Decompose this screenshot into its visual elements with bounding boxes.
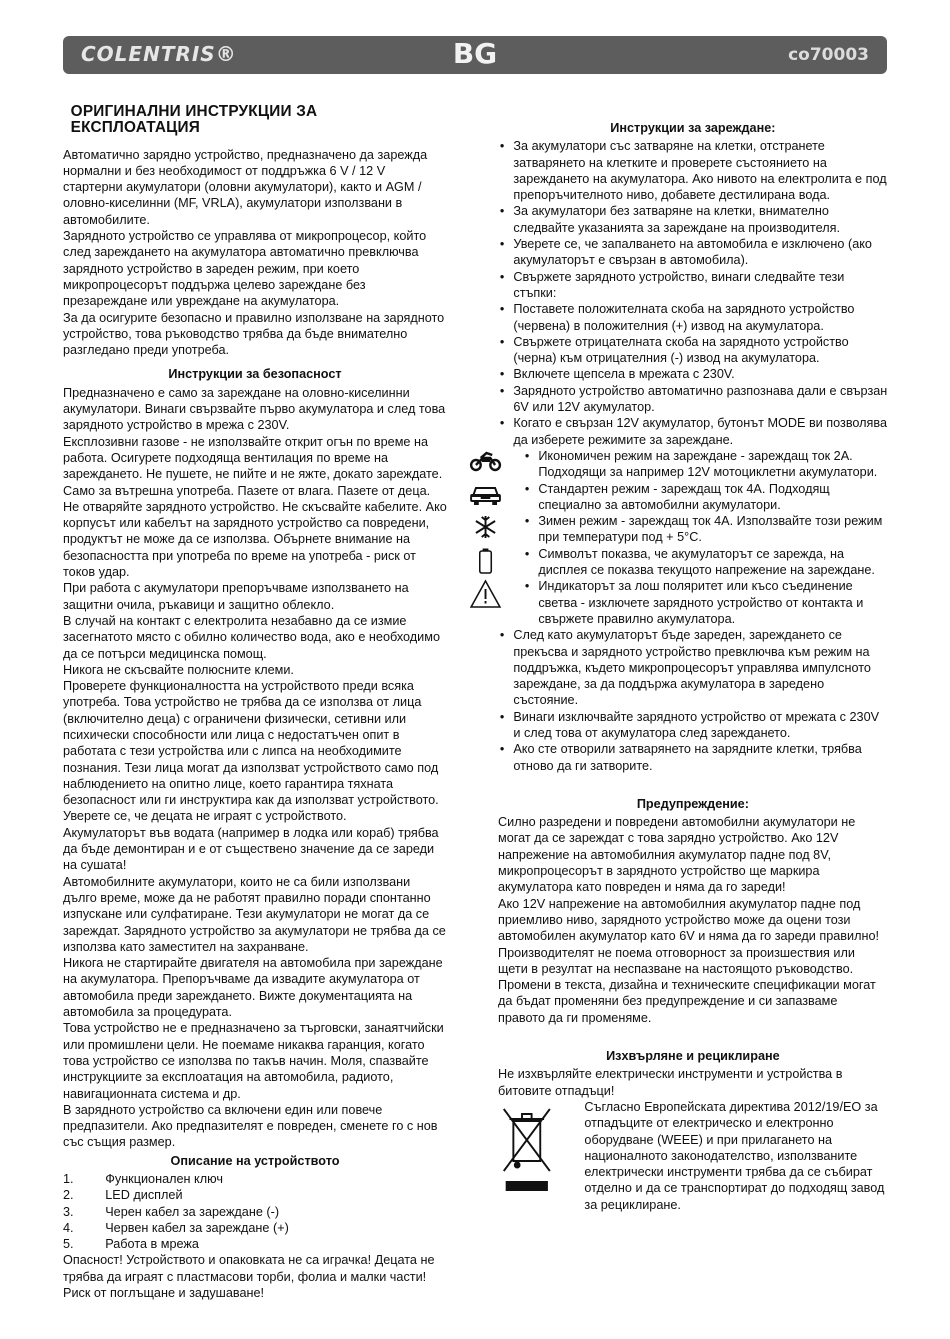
crossed-bin-icon [500,1105,554,1193]
right-column [498,118,888,1219]
warning-triangle-icon [469,579,502,609]
safety-heading: Инструкции за безопасност [168,366,342,382]
safety-paragraph: В случай на контакт с електролита незабавно да се измие засегнатото място с обилно количество вода, ако е необходимо да се потърси медицинска помощ. [63,612,440,661]
mode-item: • Зимен режим - зареждащ ток 4A. Използвайте този режим при температури под + 5°C. [498,513,888,546]
list-item: 5. Работа в мрежа [63,1236,199,1252]
description-heading: Описание на устройството [170,1152,340,1168]
intro-paragraph: За да осигурите безопасно и правилно използване на зарядното устройство, това ръководство трябва да бъде внимателно разгледано преди употреба. [63,309,445,358]
header-bar [63,36,887,74]
warning-paragraph: Ако 12V напрежение на автомобилния акумулатор падне под приемливо ниво, зарядното устройство може да оцени този автомобилен акумулатор като 6V и няма да го зареди правилно! [498,895,880,944]
warning-heading: Предупреждение: [636,795,749,811]
list-item: • Поставете положителната скоба на зарядното устройство (червена) в положителния (+) извод на акумулатора. [498,301,888,334]
charging-steps [498,138,888,448]
left-column [63,104,447,1301]
mode-item: • Символът показва, че акумулаторът се зарежда, на дисплея се показва текущото напрежение на зареждане. [498,546,888,579]
safety-paragraph: Това устройство не е предназначено за търговски, занаятчийски или промишлени цели. Не поемаме никаква гаранция, когато това устройство се използва по такъв начин. Моля, спазвайте инструкциите за експлоатация на автомобила, радиото, навигационната система и др. [63,1020,444,1101]
list-item: • Когато е свързан 12V акумулатор, бутонът MODE ви позволява да изберете режимите за зареждане. [498,415,888,448]
mode-item: • Стандартен режим - зареждащ ток 4A. Подходящ специално за автомобилни акумулатори. [498,481,888,514]
safety-paragraph: При работа с акумулатори препоръчваме използването на защитни очила, ръкавици и защитно облекло. [63,580,409,612]
parts-list [63,1171,447,1252]
list-item: • Свържете зарядното устройство, винаги следвайте тези стъпки: [498,269,888,302]
safety-paragraph: Никога не скъсвайте полюсните клеми. [63,661,294,677]
charging-heading: Инструкции за зареждане: [610,120,776,135]
snowflake-icon [469,514,502,544]
car-icon [469,482,502,512]
document-title: ОРИГИНАЛНИ ИНСТРУКЦИИ ЗА ЕКСПЛОАТАЦИЯ [70,103,318,137]
weee-block [498,1099,888,1219]
motorcycle-icon [469,449,502,479]
list-item: • За акумулатори със затваряне на клетки, отстранете затварянето на клетките и проверете състоянието на зареждането на акумулатора. Ако нивото на електролита е под препоръчителното ниво, добавете дестилирана вода. [498,138,888,203]
list-item: • Винаги изключвайте зарядното устройство от мрежата с 230V и след това от акумулатора след зареждането. [498,709,888,742]
safety-paragraph: Проверете функционалността на устройството преди всяка употреба. Това устройство не трябва да се използва от лица (включително деца) с ограничени физически, сетивни или психически способности или лица с недостатъчен опит в работата с тези устройства или с липса на необходимите познания. Тези лица могат да използват устройството само под наблюдението на опитно лице, което гарантира тяхната безопасност или ги инструктира как да използват устройството. Уверете се, че децата не играят с устройството. [63,678,439,824]
warning-paragraph: Силно разредени и повредени автомобилни акумулатори не могат да се зареждат с това зарядно устройство. Ако 12V напрежение на автомобилния акумулатор падне под 8V, микропроцесорът в зарядното устройство ще маркира акумулатора като повреден и няма да го зареди! [498,814,856,895]
brand-logo: COLENTRIS® [81,42,237,66]
safety-paragraph: Акумулаторът във водата (например в лодка или кораб) трябва да бъде демонтиран и е от съществено значение да се зареди на сушата! [63,824,439,873]
charging-steps-after [498,627,888,774]
mode-item: • Индикаторът за лош поляритет или късо съединение светва - изключете зарядното устройство от контакта и свържете правилно акумулатора. [498,578,888,627]
warning-paragraph: Производителят не поема отговорност за произшествия или щети в резултат на неспазване на настоящото ръководство. Промени в текста, дизайна и техническите спецификации могат да бъдат променяни без предупреждение и си запазваме правото да ги променяме. [498,944,876,1025]
safety-paragraph: В зарядното устройство са включени един или повече предпазители. Ако предпазителят е повреден, сменете го с нов със същия размер. [63,1101,438,1150]
intro-paragraph: Автоматично зарядно устройство, предназначено да зарежда нормални и без необходимост от поддръжка 6 V / 12 V стартерни акумулатори (оловни акумулатори), както и AGM / оловно-киселинни (MF, VRLA), акумулатори използвани в автомобилите. [63,146,428,227]
list-item: • Ако сте отворили затварянето на зарядните клетки, трябва отново да ги затворите. [498,741,888,774]
disposal-heading: Изхвърляне и рециклиране [606,1048,780,1064]
list-item: • Свържете отрицателната скоба на зарядното устройство (черна) към отрицателния (-) извод на акумулатора. [498,334,888,367]
weee-paragraph: Съгласно Европейската директива 2012/19/ЕО за отпадъците от електрическо и електронно оборудване (WEEE) и при прилагането на националното законодателство, използваните електрически инструменти трябва да се събират отделно и да се транспортират до подходящ завод за рециклиране. [584,1098,885,1212]
intro-paragraph: Зарядното устройство се управлява от микропроцесор, който след зареждането на акумулатора автоматично превключва зарядното устройство в зареден режим, при което микропроцесорът поддържа целево зареждане без презареждане или увреждане на акумулатора. [63,228,427,309]
list-item: 2. LED дисплей [63,1187,183,1203]
list-item: • Включете щепсела в мрежата с 230V. [498,366,888,382]
list-item: • За акумулатори без затваряне на клетки, внимателно следвайте указанията за зареждане на производителя. [498,203,888,236]
mode-item: • Икономичен режим на зареждане - зареждащ ток 2A. Подходящи за например 12V мотоциклетни акумулатори. [498,448,888,481]
danger-note: Опасност! Устройството и опаковката не са играчка! Децата не трябва да играят с пластмасови торби, фолиа и малки части! Риск от поглъщане и задушаване! [63,1252,435,1301]
list-item: • След като акумулаторът бъде зареден, зареждането се прекъсва и зарядното устройство превключва към режим на поддръжка, където микропроцесорът управлява импулсното зареждане, за да поддържа акумулатора в заредено състояние. [498,627,888,708]
language-code: BG [452,37,498,70]
safety-paragraph: Предназначено е само за зареждане на оловно-киселинни акумулатори. Винаги свързвайте първо акумулатора и след това зарядното устройство в мрежа с 230V. [63,384,446,433]
model-number: co70003 [788,45,869,65]
charging-modes [498,448,888,627]
safety-paragraph: Експлозивни газове - не използвайте открит огън по време на работа. Осигурете подходяща вентилация по време на зареждането. Не пушете, не пийте и не яжте, докато зареждате. Само за вътрешна употреба. Пазете от влага. Пазете от деца. Не отваряйте зарядното устройство. Не скъсвайте кабелите. Ако корпусът или кабелът на зарядното устройство са повредени, продуктът не може да се използва. Обърнете внимание на безопасността при употреба по време на употреба - риск от токов удар. [63,433,447,580]
safety-paragraph: Никога не стартирайте двигателя на автомобила при зареждане на акумулатора. Препоръчваме да извадите акумулатора от автомобила преди зареждането. Вижте документацията на автомобила за процедурата. [63,955,443,1020]
list-item: 1. Функционален ключ [63,1171,223,1186]
list-item: 3. Черен кабел за зареждане (-) [63,1203,280,1219]
list-item: 4. Червен кабел за зареждане (+) [63,1219,289,1235]
safety-paragraph: Автомобилните акумулатори, които не са били използвани дълго време, може да не работят правилно поради спонтанно изпускане или сулфатиране. Тези акумулатори не могат да се зареждат. Зарядното устройство за акумулатори не трябва да се използва като заместител на захранване. [63,873,446,954]
list-item: • Зарядното устройство автоматично разпознава дали е свързан 6V или 12V акумулатор. [498,383,888,416]
battery-icon [469,547,502,577]
list-item: • Уверете се, че запалването на автомобила е изключено (ако акумулаторът е свързан в автомобила). [498,236,888,269]
disposal-intro: Не изхвърляйте електрически инструменти и устройства в битовите отпадъци! [498,1066,843,1098]
